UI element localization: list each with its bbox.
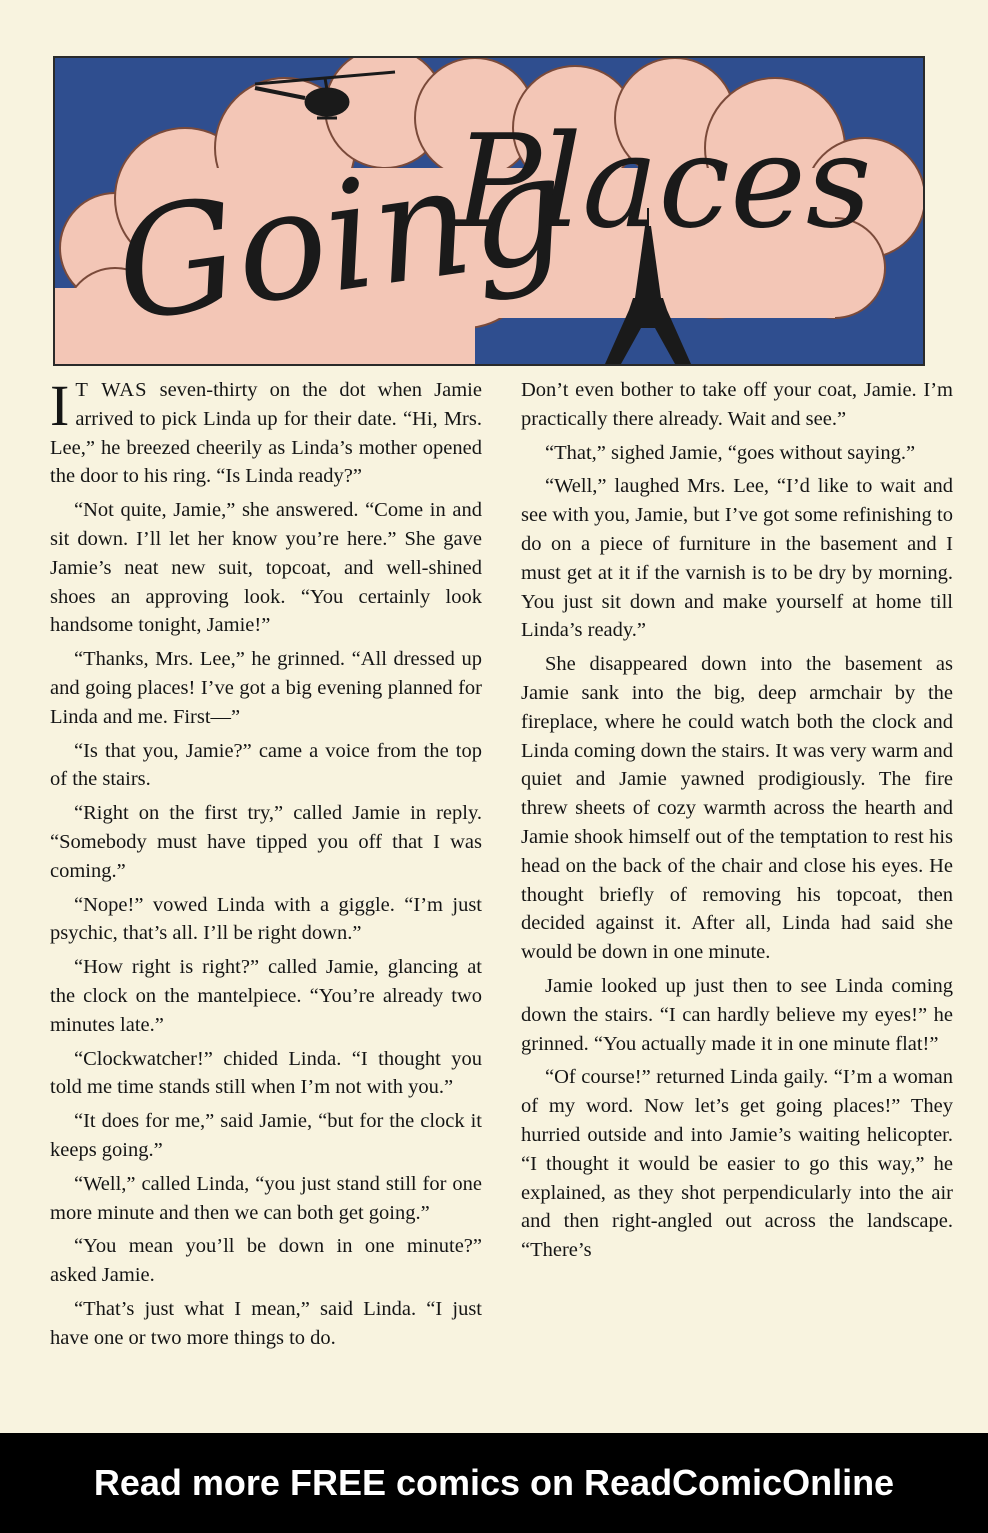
story-paragraph: Don’t even bother to take off your coat, Jamie. I’m practically there already. Wait and see.”: [521, 379, 953, 430]
story-paragraph: “Is that you, Jamie?” came a voice from the top of the stairs.: [50, 739, 482, 791]
banner-illustration: [55, 58, 923, 364]
drop-cap: I: [50, 373, 70, 438]
title-places: Places: [455, 108, 872, 257]
story-paragraph: She disappeared down into the basement as Jamie sank into the big, deep armchair by the fireplace, where he could watch both the clock and Linda coming down the stairs. It was very warm and quiet and Jamie yawned prodigiously. The fire threw sheets of cozy warmth across the hearth and Jamie shook himself out of the temptation to rest his head on the back of the chair and close his eyes. He thought briefly of removing his topcoat, then decided against it. After all, Linda had said she would be down in one minute.: [521, 653, 953, 964]
footer-link-text[interactable]: Read more FREE comics on ReadComicOnline: [93, 1462, 895, 1503]
lead-caps: T WAS: [75, 379, 148, 401]
lead-text: seven-thirty on the dot when Jamie arrived to pick Linda up for their date. “Hi, Mrs. Lee,” he breezed cheerily as Linda’s mother opened the door to his ring. “Is Linda ready?”: [50, 379, 482, 488]
story-paragraph: “Of course!” returned Linda gaily. “I’m a woman of my word. Now let’s get going places!” They hurried outside and into Jamie’s waiting helicopter. “I thought it would be easier to go this way,” he explained, as they shot perpendicularly into the air and then right-angled out across the landscape. “There’s: [521, 1066, 953, 1262]
story-paragraph: “That,” sighed Jamie, “goes without saying.”: [545, 441, 916, 464]
story-paragraph: “Thanks, Mrs. Lee,” he grinned. “All dressed up and going places! I’ve got a big evening planned for Linda and me. First—”: [50, 648, 482, 728]
footer-banner[interactable]: [0, 1433, 988, 1533]
story-column-left: [50, 373, 482, 1358]
story-paragraph: Jamie looked up just then to see Linda coming down the stairs. “I can hardly believe my eyes!” he grinned. “You actually made it in one minute flat!”: [521, 974, 953, 1055]
story-paragraph: [50, 373, 482, 491]
story-paragraph: “Not quite, Jamie,” she answered. “Come in and sit down. I’ll let her know you’re here.” She gave Jamie’s neat new suit, topcoat, and well-shined shoes an approving look. “You certainly look handsome tonight, Jamie!”: [50, 499, 482, 637]
story-paragraph: “Well,” laughed Mrs. Lee, “I’d like to wait and see with you, Jamie, but I’ve got some refinishing to do on a piece of furniture in the basement and I must get at it if the varnish is to be dry by morning. You just sit down and make yourself at home till Linda’s ready.”: [521, 475, 953, 642]
story-paragraph: “You mean you’ll be down in one minute?” asked Jamie.: [50, 1235, 482, 1287]
story-paragraph: “It does for me,” said Jamie, “but for the clock it keeps going.”: [50, 1110, 482, 1161]
story-column-right: [521, 376, 953, 1270]
story-paragraph: “How right is right?” called Jamie, glancing at the clock on the mantelpiece. “You’re already two minutes late.”: [50, 956, 482, 1036]
story-paragraph: “Right on the first try,” called Jamie in reply. “Somebody must have tipped you off that I was coming.”: [50, 802, 482, 882]
title-going: Going: [105, 120, 577, 356]
story-paragraph: “That’s just what I mean,” said Linda. “I just have one or two more things to do.: [50, 1297, 482, 1349]
story-paragraph: “Well,” called Linda, “you just stand still for one more minute and then we can both get going.”: [50, 1172, 482, 1224]
title-banner: [53, 56, 925, 366]
story-paragraph: “Clockwatcher!” chided Linda. “I thought you told me time stands still when I’m not with you.”: [50, 1047, 482, 1099]
story-paragraph: “Nope!” vowed Linda with a giggle. “I’m just psychic, that’s all. I’ll be right down.”: [50, 893, 482, 945]
